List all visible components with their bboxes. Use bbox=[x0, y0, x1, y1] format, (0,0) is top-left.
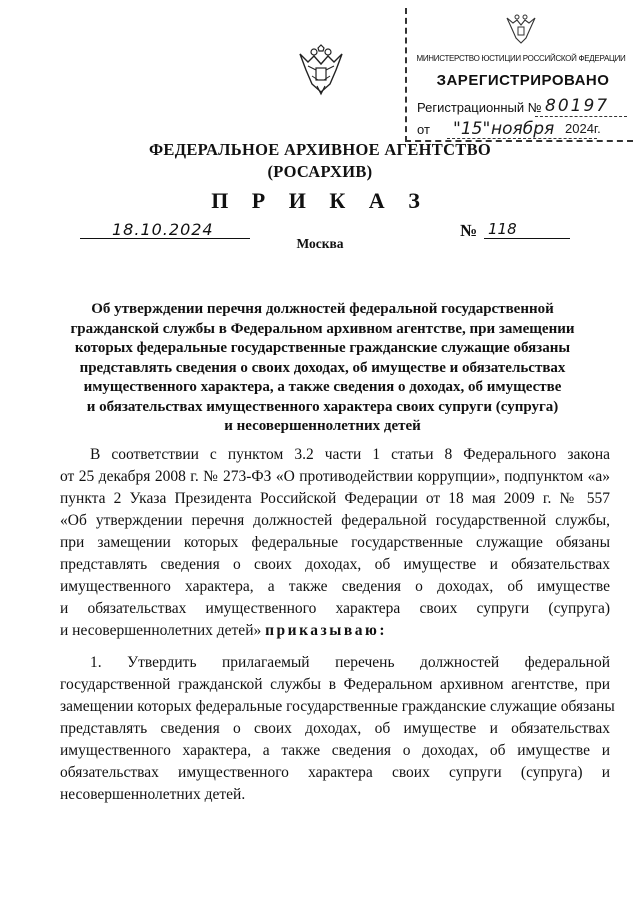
subject-line: представлять сведения о своих доходах, об имуществе и обязательствах bbox=[79, 359, 566, 376]
registration-stamp bbox=[405, 8, 633, 142]
body-line: замещении которых федеральные государственные гражданские служащие обязаны bbox=[60, 698, 615, 715]
order-date: 18.10.2024 bbox=[112, 220, 214, 239]
body-line-text: и несовершеннолетних детей» bbox=[60, 622, 262, 639]
stamp-reg-number-line bbox=[417, 96, 633, 120]
body-line: государственной гражданской службы в Федеральном архивном агентстве, при bbox=[60, 676, 610, 693]
stamp-day: "15" bbox=[453, 119, 491, 139]
body-line: пункта 2 Указа Президента Российской Федерации от 18 мая 2009 г. № 557 bbox=[60, 490, 610, 507]
body-line: В соответствии с пунктом 3.2 части 1 статьи 8 Федерального закона bbox=[90, 446, 610, 463]
body-line: представлять сведения о своих доходах, об имуществе и обязательствах bbox=[60, 556, 610, 573]
order-word: приказываю: bbox=[265, 622, 388, 639]
stamp-month: ноября bbox=[491, 119, 555, 139]
order-subject bbox=[60, 300, 585, 437]
subject-line: гражданской службы в Федеральном архивном агентстве, при замещении bbox=[70, 320, 575, 337]
stamp-reg-label: Регистрационный № bbox=[417, 100, 542, 115]
subject-line: Об утверждении перечня должностей федеральной государственной bbox=[91, 301, 554, 317]
subject-line: которых федеральные государственные гражданские служащие обязаны bbox=[74, 340, 571, 356]
body-line: «Об утверждении перечня должностей федеральной государственной службы, bbox=[60, 512, 610, 529]
stamp-underline bbox=[447, 138, 597, 139]
order-number: 118 bbox=[488, 220, 517, 238]
stamp-date-prefix: от bbox=[417, 122, 430, 137]
body-line: и обязательствах имущественного характера своих супруги (супруга) bbox=[60, 600, 610, 617]
body-line: несовершеннолетних детей. bbox=[60, 786, 246, 803]
stamp-date-line bbox=[417, 119, 633, 142]
stamp-underline bbox=[535, 116, 627, 117]
order-title: П Р И К А З bbox=[211, 188, 429, 213]
body-line: имущественного характера, а также сведения о доходах, об имуществе и bbox=[60, 742, 610, 759]
coat-of-arms-emblem bbox=[296, 44, 346, 96]
body-line: представлять сведения о своих доходах, об имуществе и обязательствах bbox=[60, 720, 610, 737]
order-city: Москва bbox=[296, 236, 344, 251]
stamp-registered: ЗАРЕГИСТРИРОВАНО bbox=[436, 72, 610, 89]
preamble-paragraph bbox=[60, 444, 610, 642]
subject-line: и несовершеннолетних детей bbox=[224, 418, 421, 434]
body-line: от 25 декабря 2008 г. № 273-ФЗ «О противодействии коррупции», подпунктом «а» bbox=[60, 468, 610, 485]
body-line: обязательствах имущественного характера своих супруги (супруга) и bbox=[60, 764, 610, 781]
body-line-final bbox=[60, 620, 610, 642]
body-line: имущественного характера, а также сведения о доходах, об имуществе bbox=[60, 578, 610, 595]
subject-line: имущественного характера, а также сведения о доходах, об имуществе bbox=[83, 379, 562, 395]
order-number-label: № bbox=[460, 221, 478, 240]
stamp-emblem bbox=[505, 12, 537, 46]
body-line: при замещении которых федеральные государственные служащие обязаны bbox=[60, 534, 610, 551]
stamp-reg-number: 80197 bbox=[545, 96, 610, 116]
subject-line: и обязательствах имущественного характера своих супруги (супруга) bbox=[86, 398, 559, 415]
body-line: 1. Утвердить прилагаемый перечень должностей федеральной bbox=[90, 654, 610, 671]
agency-short-name: (РОСАРХИВ) bbox=[267, 162, 373, 181]
item-1-paragraph bbox=[60, 652, 615, 806]
stamp-year: 2024г. bbox=[565, 121, 601, 136]
stamp-ministry: МИНИСТЕРСТВО ЮСТИЦИИ РОССИЙСКОЙ ФЕДЕРАЦИИ bbox=[416, 54, 626, 63]
agency-name: ФЕДЕРАЛЬНОЕ АРХИВНОЕ АГЕНТСТВО bbox=[148, 140, 492, 159]
